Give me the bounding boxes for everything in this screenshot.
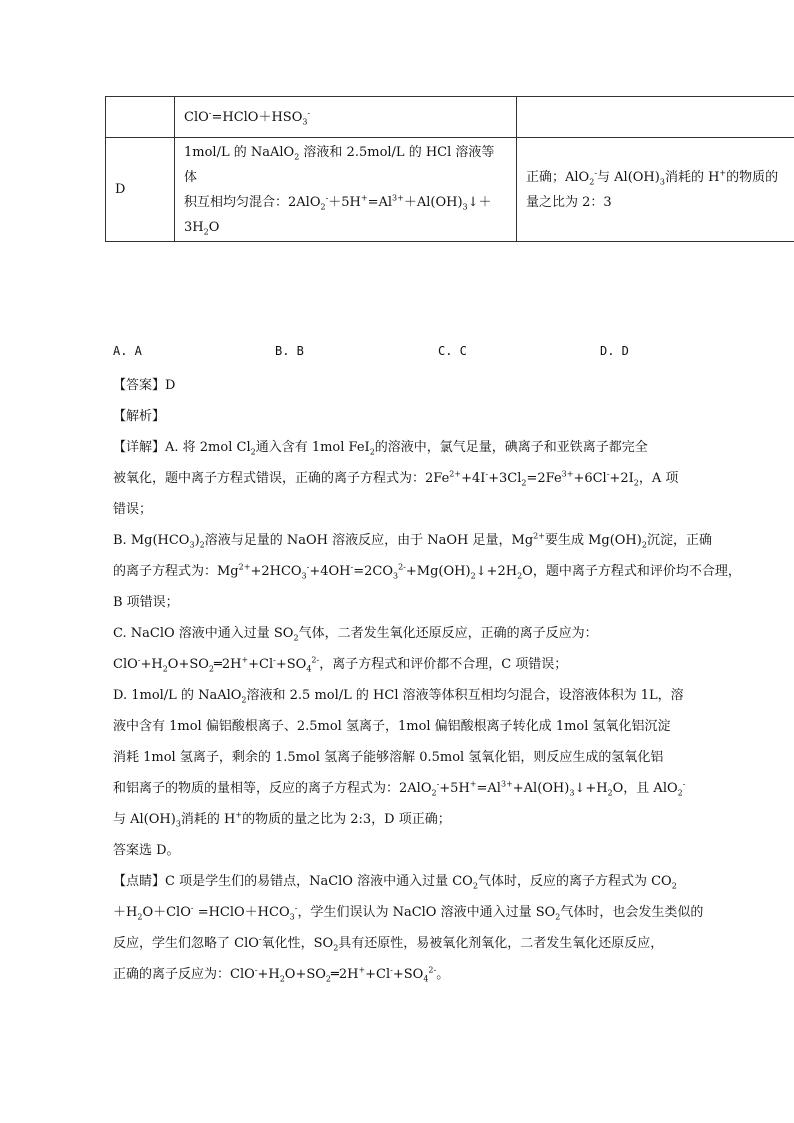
tip-line: 正确的离子反应为：$ClO^-+H_2O+SO_2═2H^++Cl^-+SO_4^{2-}$。 [113,965,450,984]
explanation-b-line: B. $Mg(HCO_3)_2$溶液与足量的 NaOH 溶液反应，由于 NaOH 足量，$Mg^{2+}$要生成 $Mg(OH)_2$沉淀，正确 [113,531,712,550]
row1-evaluation-cell [517,97,794,138]
explanation-d-line: 和铝离子的物质的量相等，反应的离子方程式为：$2AlO_2^-+5H^+=Al^{3+}+Al(OH)_3↓+H_2O$，且 AlO$_2$- [113,779,686,798]
conclusion-line: 答案选 D。 [113,843,180,858]
option-b: B. B [275,344,304,358]
row1-equation-cell: $ClO^-=HClO+HSO_3^-$ [175,97,517,138]
solution-text [113,370,783,990]
explanation-a-line: 被氧化，题中离子方程式错误，正确的离子方程式为：$2Fe^{2+}+4I^-+3Cl_2=2Fe^{3+}+6Cl^-+2I_2$，A 项 [113,469,679,488]
row2-equation-cell: 1mol/L 的 NaAlO$_2$ 溶液和 2.5mol/L 的 HCl 溶液等体 积互相均匀混合：$2AlO_2^-+5H^+=Al^{3+}+Al(OH)_3↓+$ $3H_2O$ [175,138,517,242]
analysis-heading: 【解析】 [113,409,166,424]
options-table [105,96,794,242]
explanation-b-line: B 项错误； [113,595,179,610]
table-row [106,138,794,242]
row2-label-cell: D [106,138,175,242]
tip-line: $+H_2O+ClO^-$ $=HClO+HCO_3^-$，学生们误认为 NaClO 溶液中通入过量 $SO_2$气体时，也会发生类似的 [113,903,704,922]
row2-evaluation-cell: 正确；AlO$_2$-与 $Al(OH)_3$消耗的 H+的物质的 量之比为 2：3 [517,138,794,242]
tip-line: 反应，学生们忽略了 ClO-氧化性，$SO_2$具有还原性，易被氧化剂氧化，二者发生氧化还原反应， [113,934,664,953]
explanation-c-line: C. NaClO 溶液中通入过量 $SO_2$气体，二者发生氧化还原反应，正确的离子反应为： [113,626,598,643]
explanation-c-line: $ClO^-+H_2O+SO_2═2H^++Cl^-+SO_4^{2-}$，离子方程式和评价都不合理，C 项错误； [113,655,568,674]
explanation-d-line: 与 $Al(OH)_3$消耗的 H+的物质的量之比为 2:3，D 项正确； [113,810,451,829]
explanation-d-line: 液中含有 1mol 偏铝酸根离子、2.5mol 氢离子，1mol 偏铝酸根离子转化成 1mol 氢氧化铝沉淀 [113,719,671,734]
table-row [106,97,794,138]
explanation-b-line: 的离子方程式为：$Mg^{2+}+2HCO_3^-+4OH^-=2CO_3^{2-}+Mg(OH)_2↓+2H_2O$，题中离子方程式和评价均不合理， [113,562,741,581]
tip-line: 【点睛】C 项是学生们的易错点，NaClO 溶液中通入过量 $CO_2$气体时，反应的离子方程式为 $CO_2$ [113,874,677,891]
option-a: A. A [113,344,142,358]
option-c: C. C [438,344,467,358]
explanation-d-line: 消耗 1mol 氢离子，剩余的 1.5mol 氢离子能够溶解 0.5mol 氢氧化铝，则反应生成的氢氧化铝 [113,750,664,765]
option-d: D. D [600,344,629,358]
explanation-d-line: D. 1mol/L 的 NaAlO$_2$溶液和 2.5 mol/L 的 HCl 溶液等体积互相均匀混合，设溶液体积为 1L，溶 [113,688,684,705]
explanation-a-line: 错误； [113,502,153,517]
row1-label-cell [106,97,175,138]
explanation-a-line: 【详解】A. 将 2mol $Cl_2$通入含有 1mol FeI$_2$的溶液中，氯气足量，碘离子和亚铁离子都完全 [113,440,648,457]
answer-line: 【答案】D [113,378,176,393]
